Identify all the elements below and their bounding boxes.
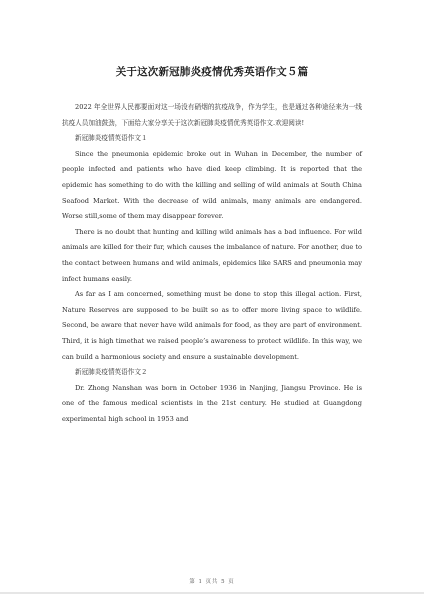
document-body	[62, 100, 362, 427]
intro-paragraph: 2022 年全世界人民都要面对这一场没有硝烟的抗疫战争，作为学生，也是通过各种途径来为一线抗疫人员加油鼓劲，下面给大家分享关于这次新冠肺炎疫情优秀英语作文.欢迎阅读!	[62, 103, 362, 127]
essay1-paragraph-3: As far as I am concerned, something must be done to stop this illegal action. First, Nature Reserves are supposed to be built so as to offer more living space to wildlife. Second, be aware that never have wild animals for food, as they are part of environment. Third, it is high timethat we raised people’s awareness to protect wildlife. In this way, we can build a harmonious society and ensure a sustainable development.	[62, 290, 362, 361]
document-title: 关于这次新冠肺炎疫情优秀英语作文５篇	[115, 66, 309, 78]
essay1-paragraph-2: There is no doubt that hunting and killing wild animals has a bad influence. For wild animals are killed for their fur, which causes the imbalance of nature. For another, due to the contact between humans and wild animals, epidemics like SARS and pneumonia may infect humans easily.	[62, 227, 362, 283]
essay1-paragraph-1: Since the pneumonia epidemic broke out in Wuhan in December, the number of people infected and patients who have died keep climbing. It is reported that the epidemic has something to do with the killing and selling of wild animals at South China Seafood Market. With the decrease of wild animals, many animals are endangered. Worse still,some of them may disappear forever.	[62, 149, 362, 221]
page-number: 第 1 页共 5 页	[189, 579, 235, 585]
section-heading-1: 新冠肺炎疫情英语作文１	[75, 134, 148, 143]
section-heading-2: 新冠肺炎疫情英语作文２	[75, 368, 148, 377]
page-bottom-divider	[0, 592, 424, 594]
essay2-paragraph-1: Dr. Zhong Nanshan was born in October 1936 in Nanjing, Jiangsu Province. He is one of the famous medical scientists in the 21st century. He studied at Guangdong experimental high school in 1953 and	[62, 383, 362, 423]
